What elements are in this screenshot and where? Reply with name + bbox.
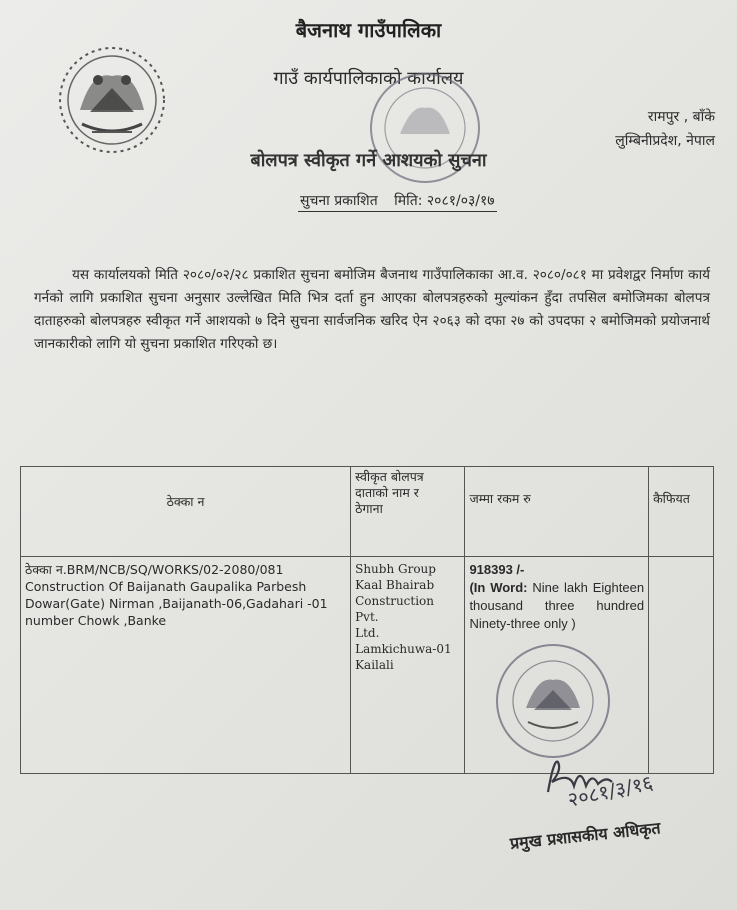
amount-figure: 918393 /- — [469, 562, 525, 577]
notice-body — [34, 264, 710, 356]
table-header-row — [21, 467, 714, 557]
header-contract: ठेक्का न — [21, 467, 351, 557]
header-amount: जम्मा रकम रु — [465, 467, 649, 557]
amount-in-words: (In Word: Nine lakh Eighteen thousand three hundred Ninety-three only ) — [469, 580, 645, 631]
office-name: गाउँ कार्यपालिकाको कार्यालय — [273, 68, 464, 89]
nepal-emblem-icon — [52, 40, 172, 160]
officer-designation: प्रमुख प्रशासकीय अधिकृत — [509, 818, 662, 853]
header-remarks: कैफियत — [649, 467, 714, 557]
body-paragraph: यस कार्यालयको मिति २०८०/०२/२८ प्रकाशित सुचना बमोजिम बैजनाथ गाउँपालिकाका आ.व. २०८०/०८१ मा प्रवेशद्वर निर्माण कार्य गर्नको लागि प्रकाशित सुचना अनुसार उल्लेखित मिति भित्र दर्ता हुन आएका बोलपत्रहरुको मुल्यांकन हुँदा तपसिल बमोजिमका बोलपत्र दाताहरुको बोलपत्रहरु स्वीकृत गर्ने आशयको ७ दिने सुचना सार्वजनिक खरिद ऐन २०६३ को दफा २७ को उपदफा २ बमोजिमको प्रयोजनार्थ जानकारीको लागि यो सुचना प्रकाशित गरिएको छ। — [34, 267, 710, 352]
remarks-cell — [649, 557, 714, 774]
municipality-name: बैजनाथ गाउँपालिका — [295, 18, 442, 42]
office-stamp-lower-icon — [488, 636, 618, 766]
bidder-cell: Shubh Group Kaal Bhairab Construction Pvt. Ltd. Lamkichuwa-01 Kailali — [351, 557, 465, 774]
signature-date: २०८१/३/१६ — [565, 770, 655, 812]
address-line-1: रामपुर , बाँके — [647, 109, 715, 125]
contract-cell: ठेक्का न.BRM/NCB/SQ/WORKS/02-2080/081 Construction Of Baijanath Gaupalika Parbesh Dowar(Gate) Nirman ,Baijanath-06,Gadahari -01 number Chowk ,Banke — [21, 557, 351, 774]
header-bidder: स्वीकृत बोलपत्र दाताको नाम र ठेगाना — [351, 467, 465, 557]
publication-date: मिति: २०८१/०३/१७ — [394, 193, 495, 209]
publication-date-line — [298, 191, 497, 212]
notice-title: बोलपत्र स्वीकृत गर्ने आशयको सुचना — [250, 150, 487, 171]
publication-label: सुचना प्रकाशित — [300, 193, 378, 209]
address-line-2: लुम्बिनीप्रदेश, नेपाल — [615, 133, 715, 149]
